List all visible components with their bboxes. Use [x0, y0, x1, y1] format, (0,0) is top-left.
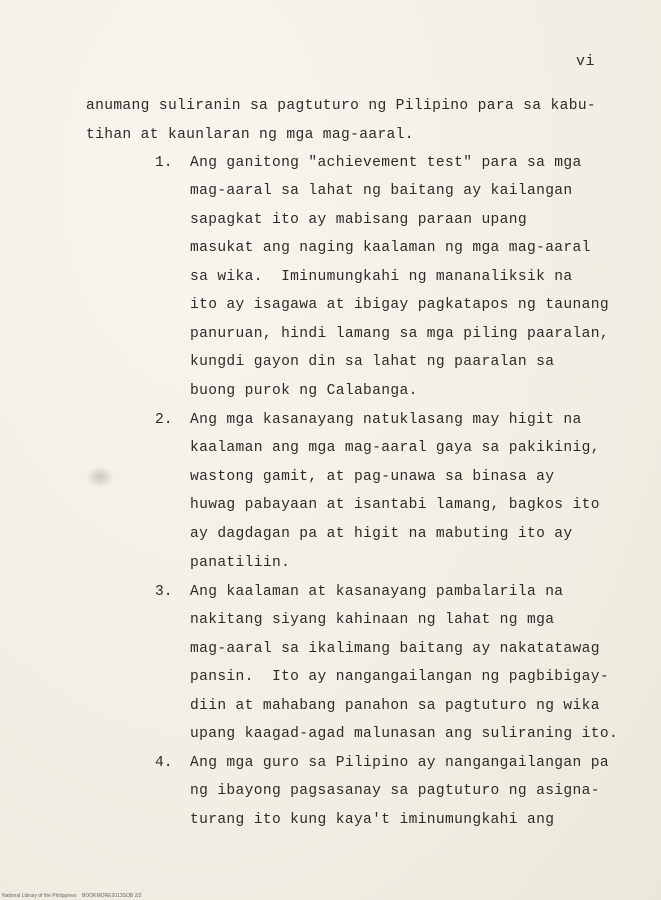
list-item-line: ay dagdagan pa at higit na mabuting ito ay — [190, 526, 573, 542]
list-item-line: pansin. Ito ay nangangailangan ng pagbibigay- — [190, 669, 609, 685]
list-item-line: upang kaagad-agad malunasan ang suliraning ito. — [190, 726, 619, 742]
list-item-line: turang ito kung kaya't iminumungkahi ang — [190, 812, 555, 828]
intro-line: tihan at kaunlaran ng mga mag-aaral. — [86, 127, 414, 143]
list-item-line: Ang mga guro sa Pilipino ay nangangailangan pa — [190, 755, 609, 771]
list-item-number: 1. — [155, 155, 173, 171]
list-item-line: diin at mahabang panahon sa pagtuturo ng wika — [190, 698, 600, 714]
list-item-line: panatiliin. — [190, 555, 291, 571]
list-item-line: buong purok ng Calabanga. — [190, 383, 418, 399]
list-item-line: panuruan, hindi lamang sa mga piling paaralan, — [190, 326, 609, 342]
list-item-line: ng ibayong pagsasanay sa pagtuturo ng asigna- — [190, 783, 600, 799]
list-item-line: ito ay isagawa at ibigay pagkatapos ng taunang — [190, 297, 609, 313]
list-item-line: Ang mga kasanayang natuklasang may higit na — [190, 412, 582, 428]
list-item-line: kungdi gayon din sa lahat ng paaralan sa — [190, 354, 555, 370]
list-item-line: nakitang siyang kahinaan ng lahat ng mga — [190, 612, 555, 628]
list-item-line: sapagkat ito ay mabisang paraan upang — [190, 212, 527, 228]
paper-smudge — [86, 466, 114, 488]
list-item-line: Ang kaalaman at kasanayang pambalarila na — [190, 584, 564, 600]
intro-line: anumang suliranin sa pagtuturo ng Pilipino para sa kabu- — [86, 98, 597, 114]
page-number: vi — [576, 53, 596, 70]
list-item-line: Ang ganitong "achievement test" para sa mga — [190, 155, 582, 171]
list-item-line: mag-aaral sa lahat ng baitang ay kailangan — [190, 183, 573, 199]
list-item-line: wastong gamit, at pag-unawa sa binasa ay — [190, 469, 555, 485]
list-item-line: mag-aaral sa ikalimang baitang ay nakatatawag — [190, 641, 600, 657]
footer-caption: National Library of the Philippines BOOKMORE2013SOB 2/2 — [2, 893, 142, 899]
list-item-line: kaalaman ang mga mag-aaral gaya sa pakikinig, — [190, 440, 600, 456]
list-item-line: huwag pabayaan at isantabi lamang, bagkos ito — [190, 497, 600, 513]
list-item-number: 2. — [155, 412, 173, 428]
list-item-number: 4. — [155, 755, 173, 771]
list-item-number: 3. — [155, 584, 173, 600]
list-item-line: sa wika. Iminumungkahi ng mananaliksik na — [190, 269, 573, 285]
list-item-line: masukat ang naging kaalaman ng mga mag-aaral — [190, 240, 591, 256]
